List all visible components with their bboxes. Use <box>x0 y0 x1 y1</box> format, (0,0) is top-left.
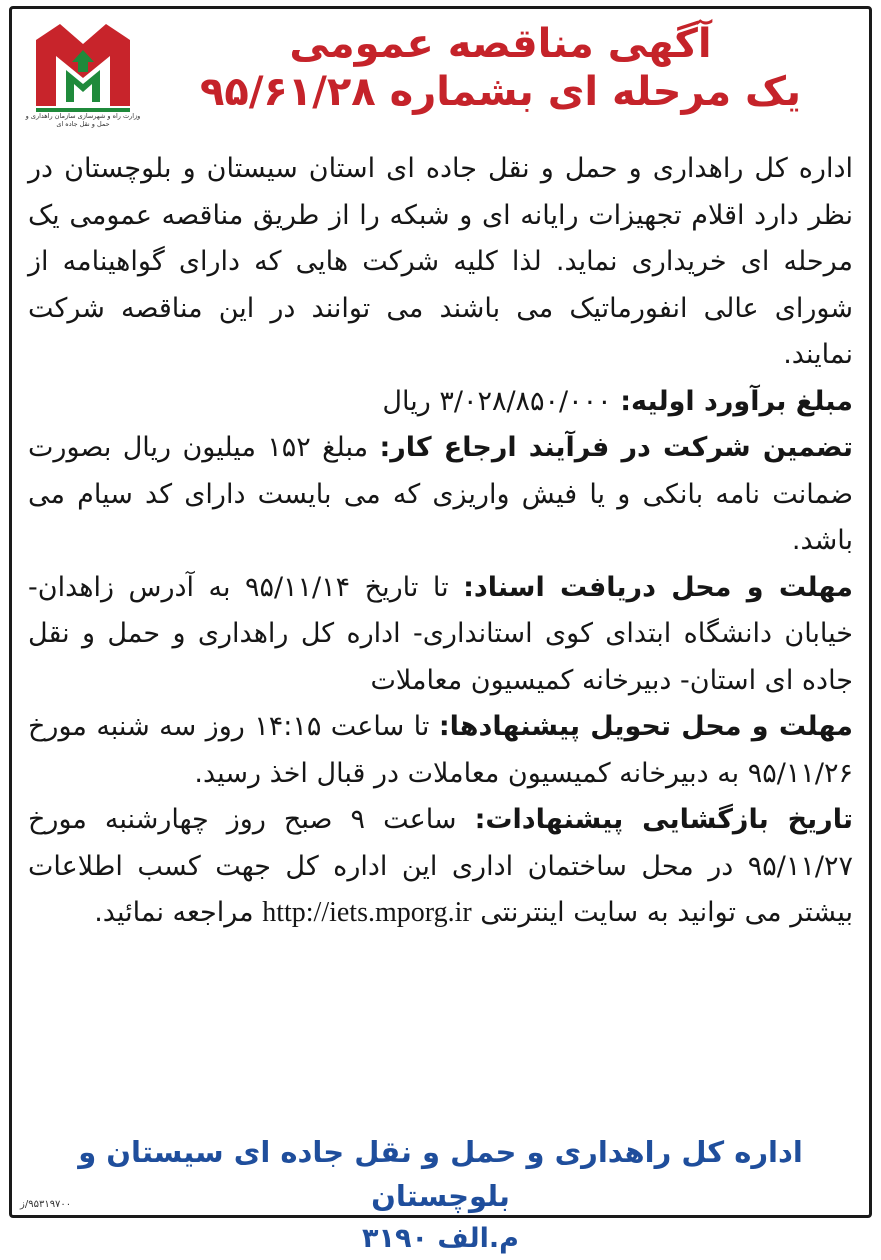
opening-value: ساعت ۹ صبح روز چهارشنبه مورخ ۹۵/۱۱/۲۷ در محل ساختمان اداری این اداره کل جهت کسب اطلاعات بیشتر می توانید به سایت اینترنتی <box>28 804 853 928</box>
documents-value: تا تاریخ ۹۵/۱۱/۱۴ به آدرس زاهدان- خیابان دانشگاه ابتدای کوی استانداری- اداره کل راهداری و حمل و نقل جاده ای استان- دبیرخانه کمیسیون معاملات <box>28 571 853 696</box>
guarantee-value: مبلغ ۱۵۲ میلیون ریال بصورت ضمانت نامه بانکی و یا فیش واریزی که می بایست دارای کد سیام می باشد. <box>28 432 853 556</box>
logo-caption: وزارت راه و شهرسازی سازمان راهداری و حمل و نقل جاده ای <box>25 112 141 128</box>
documents-paragraph <box>28 565 853 705</box>
offers-paragraph <box>28 704 853 797</box>
estimate-value: ۳/۰۲۸/۸۵۰/۰۰۰ ریال <box>382 385 612 417</box>
opening-value-end: مراجعه نمائید. <box>94 897 254 928</box>
corner-code: ۹۵۳۱۹۷۰۰/ز <box>20 1199 72 1210</box>
estimate-paragraph <box>28 379 853 426</box>
notice-header <box>160 20 841 116</box>
notice-subtitle: یک مرحله ای بشماره ۹۵/۶۱/۲۸ <box>199 69 801 115</box>
offers-value: تا ساعت ۱۴:۱۵ روز سه شنبه مورخ ۹۵/۱۱/۲۶ به دبیرخانه کمیسیون معاملات در قبال اخذ رسید. <box>28 711 853 789</box>
documents-label: مهلت و محل دریافت اسناد: <box>463 571 853 603</box>
intro-paragraph: اداره کل راهداری و حمل و نقل جاده ای استان سیستان و بلوچستان در نظر دارد اقلام تجهیزات رایانه ای و شبکه را از طریق مناقصه عمومی یک مرحله ای خریداری نماید. لذا کلیه شرکت هایی که دارای گواهینامه از شورای عالی انفورماتیک می باشند می توانند در این مناقصه شرکت نمایند. <box>28 153 853 370</box>
notice-footer <box>28 1130 853 1260</box>
estimate-label: مبلغ برآورد اولیه: <box>620 385 853 417</box>
opening-paragraph <box>28 797 853 937</box>
opening-label: تاریخ بازگشایی پیشنهادات: <box>474 804 854 835</box>
offers-label: مهلت و محل تحویل پیشنهادها: <box>438 711 853 742</box>
website-link[interactable]: http://iets.mporg.ir <box>262 897 472 928</box>
notice-body <box>28 146 853 937</box>
footer-code: م.الف ۳۱۹۰ <box>362 1223 519 1254</box>
guarantee-paragraph <box>28 425 853 565</box>
guarantee-label: تضمین شرکت در فرآیند ارجاع کار: <box>379 432 853 463</box>
notice-title: آگهی مناقصه عمومی <box>289 21 712 67</box>
footer-organization: اداره کل راهداری و حمل و نقل جاده ای سیستان و بلوچستان <box>78 1135 803 1213</box>
